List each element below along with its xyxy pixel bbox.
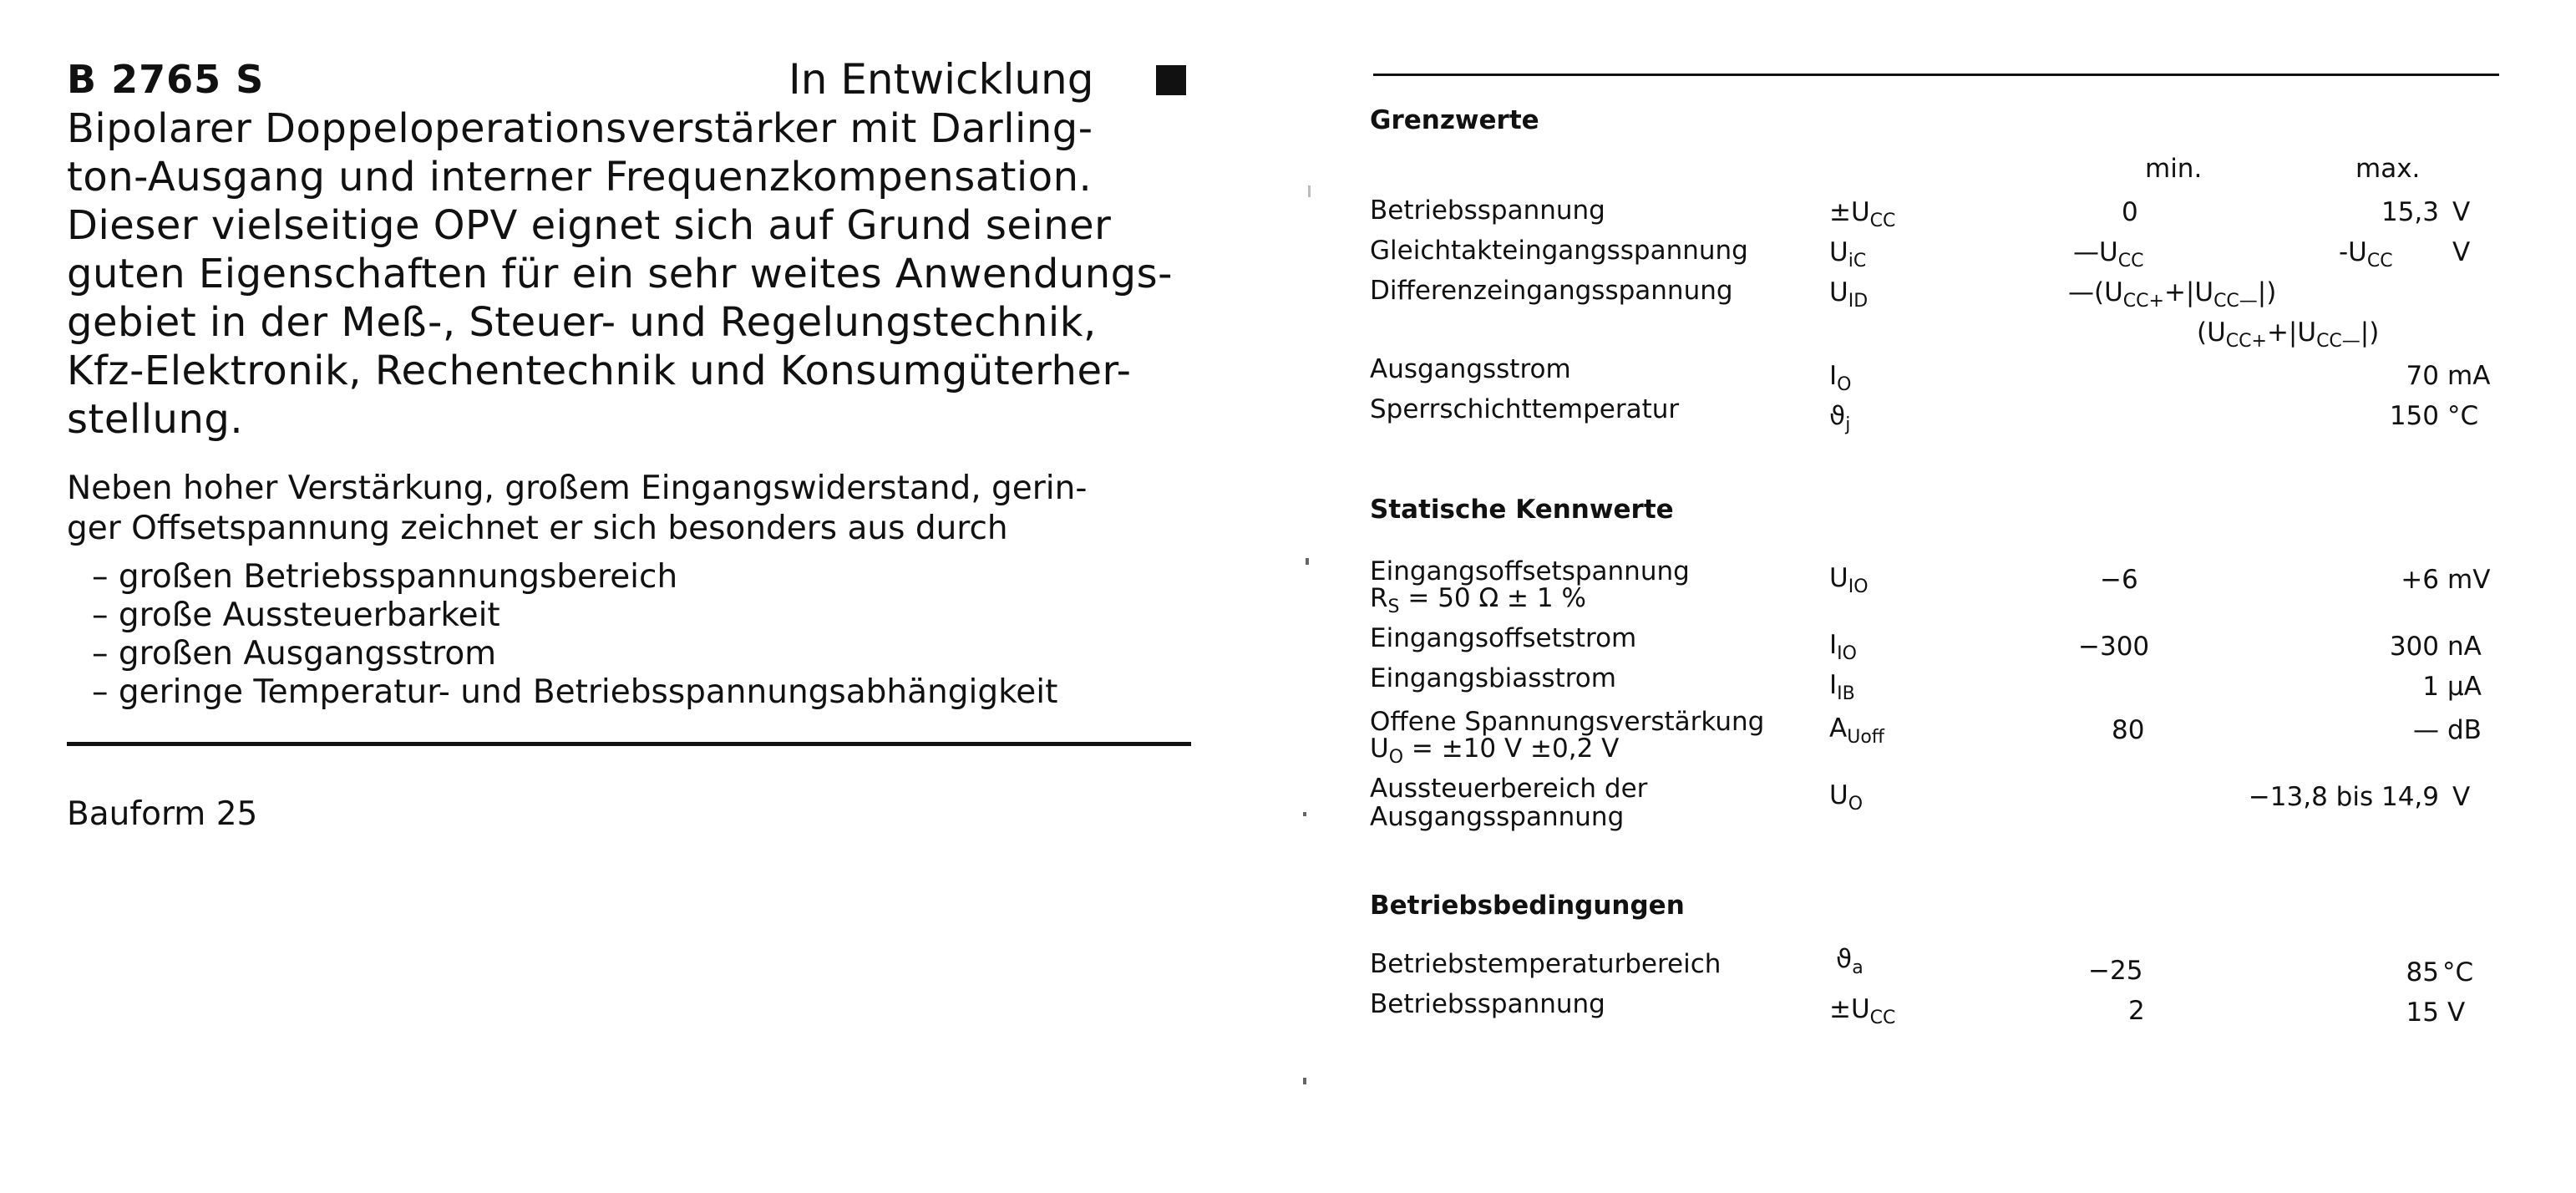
param-symbol: $\pm U_{CC}$ xyxy=(1829,994,1896,1029)
param-max-range: $(U_{CC+}+|U_{CC—}|)$ xyxy=(2197,317,2380,353)
param-label-cont: Ausgangsspannung xyxy=(1370,802,1625,832)
param-min: 80 xyxy=(2112,715,2145,745)
param-min: −6 xyxy=(2100,565,2138,595)
param-max: $-U_{CC}$ xyxy=(2339,237,2393,272)
model-number: B 2765 S xyxy=(67,57,265,102)
feature-bullet: – großen Betriebsspannungsbereich xyxy=(92,558,678,596)
param-min: 0 xyxy=(2122,197,2138,227)
status-square-icon xyxy=(1156,65,1186,95)
param-max: 300 xyxy=(2389,632,2439,662)
param-unit: °C xyxy=(2447,401,2479,431)
param-max: 1 xyxy=(2422,672,2439,702)
param-symbol: $I_O$ xyxy=(1829,361,1852,396)
param-label: Offene Spannungsverstärkung xyxy=(1370,707,1765,737)
param-symbol: $I_{IO}$ xyxy=(1829,630,1857,665)
param-symbol: $ϑ_a$ xyxy=(1836,944,1864,979)
param-max: +6 xyxy=(2401,565,2439,595)
param-max: 85 xyxy=(2406,957,2439,987)
description-line: stellung. xyxy=(67,396,244,443)
param-label: Eingangsoffsetstrom xyxy=(1370,623,1637,653)
param-symbol: $\pm U_{CC}$ xyxy=(1829,197,1896,232)
param-max: — xyxy=(2413,715,2439,745)
scan-speck xyxy=(1306,558,1309,565)
param-unit: V xyxy=(2452,782,2471,812)
param-label: Ausgangsstrom xyxy=(1370,354,1571,384)
param-symbol: $U_{IO}$ xyxy=(1829,563,1869,598)
param-max: 70 xyxy=(2406,361,2439,391)
product-description-column xyxy=(0,0,1253,1193)
column-header-min: min. xyxy=(2145,154,2203,184)
section-title-grenzwerte: Grenzwerte xyxy=(1370,105,1539,135)
param-label: Gleichtakteingangsspannung xyxy=(1370,236,1748,266)
description-line: ton-Ausgang und interner Frequenzkompensation. xyxy=(67,154,1093,201)
intro-line: Neben hoher Verstärkung, großem Eingangswiderstand, gerin- xyxy=(67,470,1088,507)
description-line: guten Eigenschaften für ein sehr weites Anwendungs- xyxy=(67,251,1173,297)
param-min: −300 xyxy=(2078,632,2150,662)
param-min: $—U_{CC}$ xyxy=(2073,237,2144,272)
description-line: Kfz-Elektronik, Rechentechnik und Konsumgüterher- xyxy=(67,348,1132,394)
param-condition: $R_S = 50$ Ω ± 1 % xyxy=(1370,583,1586,618)
param-symbol: $A_{Uoff}$ xyxy=(1829,713,1884,749)
column-header-max: max. xyxy=(2355,154,2421,184)
param-condition: $U_O = \pm 10$ V ±0,2 V xyxy=(1370,734,1620,769)
param-range: −13,8 bis 14,9 xyxy=(2248,782,2439,812)
param-label: Betriebsspannung xyxy=(1370,989,1605,1019)
param-min: 2 xyxy=(2128,996,2145,1026)
param-label: Eingangsbiasstrom xyxy=(1370,663,1616,693)
divider-rule xyxy=(67,742,1191,746)
package-type: Bauform 25 xyxy=(67,795,258,833)
param-unit: µA xyxy=(2447,672,2482,702)
feature-bullet: – große Aussteuerbarkeit xyxy=(92,596,500,634)
param-unit: mA xyxy=(2447,361,2491,391)
param-symbol: $U_{iC}$ xyxy=(1829,237,1867,272)
top-rule xyxy=(1373,74,2499,76)
feature-bullet: – großen Ausgangsstrom xyxy=(92,635,497,673)
section-title-statische: Statische Kennwerte xyxy=(1370,495,1674,525)
scan-speck xyxy=(1308,185,1311,197)
param-symbol: $ϑ_j$ xyxy=(1829,401,1851,436)
param-unit: dB xyxy=(2447,715,2482,745)
param-label: Betriebsspannung xyxy=(1370,195,1605,226)
param-label: Eingangsoffsetspannung xyxy=(1370,556,1690,586)
description-line: Bipolarer Doppeloperationsverstärker mit Darling- xyxy=(67,105,1093,152)
param-min-range: $—(U_{CC+}+|U_{CC—}|)$ xyxy=(2068,277,2277,312)
param-label: Differenzeingangsspannung xyxy=(1370,276,1733,306)
param-unit: nA xyxy=(2447,632,2482,662)
param-symbol: $U_{ID}$ xyxy=(1829,277,1869,312)
description-line: gebiet in der Meß-, Steuer- und Regelungstechnik, xyxy=(67,299,1097,346)
param-label: Aussteuerbereich der xyxy=(1370,774,1648,804)
param-unit: V xyxy=(2452,197,2471,227)
param-max: 15 xyxy=(2406,998,2439,1028)
param-label: Sperrschichttemperatur xyxy=(1370,394,1680,424)
scan-speck xyxy=(1303,1078,1306,1084)
param-max: 15,3 xyxy=(2381,197,2439,227)
param-unit: °C xyxy=(2442,957,2474,987)
development-status: In Entwicklung xyxy=(789,55,1094,104)
param-symbol: $U_O$ xyxy=(1829,780,1864,815)
description-line: Dieser vielseitige OPV eignet sich auf Grund seiner xyxy=(67,202,1112,249)
param-max: 150 xyxy=(2389,401,2439,431)
intro-line: ger Offsetspannung zeichnet er sich besonders aus durch xyxy=(67,510,1008,547)
feature-bullet: – geringe Temperatur- und Betriebsspannungsabhängigkeit xyxy=(92,673,1058,711)
param-unit: V xyxy=(2452,237,2471,267)
param-symbol: $I_{IB}$ xyxy=(1829,670,1855,705)
param-label: Betriebstemperaturbereich xyxy=(1370,949,1722,979)
param-unit: mV xyxy=(2447,565,2491,595)
section-title-betrieb: Betriebsbedingungen xyxy=(1370,891,1685,921)
scan-speck xyxy=(1303,812,1306,816)
param-min: −25 xyxy=(2088,956,2143,986)
param-unit: V xyxy=(2447,998,2466,1028)
